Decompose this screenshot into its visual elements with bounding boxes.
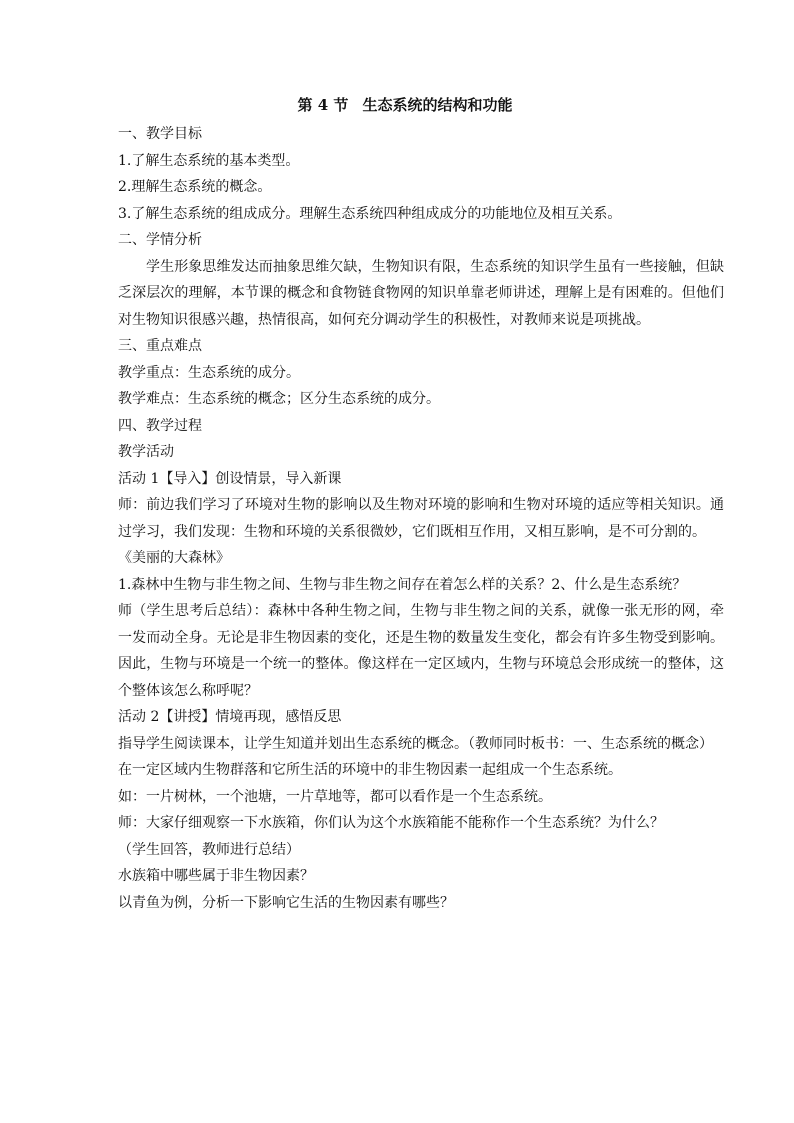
difficult-point: 教学难点：生态系统的概念；区分生态系统的成分。 — [118, 391, 440, 407]
activity-2-title: 活动 2【讲授】情境再现，感悟反思 — [118, 709, 342, 725]
forest-questions: 1.森林中生物与非生物之间、生物与非生物之间存在着怎么样的关系？2、什么是生态系统？ — [118, 576, 687, 593]
student-analysis-paragraph: 学生形象思维发达而抽象思维欠缺，生物知识有限，生态系统的知识学生虽有一些接触，但缺乏深层次的理解，本节课的概念和食物链食物网的知识单靠老师讲述，理解上是有困难的。但他们对生物知识很感兴趣，热情很高，如何充分调动学生的积极性，对教师来说是项挑战。 — [118, 258, 724, 328]
student-answer-note: （学生回答，教师进行总结） — [118, 841, 300, 858]
ecosystem-definition: 在一定区域内生物群落和它所生活的环境中的非生物因素一起组成一个生态系统。 — [118, 762, 622, 778]
teacher-summary-paragraph: 师（学生思考后总结）：森林中各种生物之间，生物与非生物之间的关系，就像一张无形的网，牵一发而动全身。无论是非生物因素的变化，还是生物的数量发生变化，都会有许多生物受到影响。因此，生物与环境是一个统一的整体。像这样在一定区域内，生物与环境总会形成统一的整体，这个整体该怎么称呼呢？ — [118, 603, 724, 699]
aquarium-question: 师：大家仔细观察一下水族箱，你们认为这个水族箱能不能称作一个生态系统？为什么？ — [118, 815, 664, 831]
page-title — [118, 94, 724, 116]
heading-teaching-goals: 一、教学目标 — [118, 126, 202, 142]
guide-paragraph: 指导学生阅读课本，让学生知道并划出生态系统的概念。（教师同时板书：一、生态系统的概念） — [118, 735, 713, 752]
goal-item-3: 3.了解生态系统的组成成分。理解生态系统四种组成成分的功能地位及相互关系。 — [118, 205, 622, 222]
fish-factor-question: 以青鱼为例，分析一下影响它生活的生物因素有哪些？ — [118, 894, 454, 911]
key-point: 教学重点：生态系统的成分。 — [118, 364, 300, 381]
goal-item-2: 2.理解生态系统的概念。 — [118, 179, 272, 195]
goal-item-1: 1.了解生态系统的基本类型。 — [118, 152, 300, 169]
teacher-intro-paragraph: 师：前边我们学习了环境对生物的影响以及生物对环境的影响和生物对环境的适应等相关知识。通过学习，我们发现：生物和环境的关系很微妙，它们既相互作用，又相互影响，是不可分割的。 — [118, 497, 724, 540]
heading-teaching-process: 四、教学过程 — [118, 417, 202, 434]
abiotic-factor-question: 水族箱中哪些属于非生物因素？ — [118, 868, 314, 884]
section-name: 生态系统的结构和功能 — [362, 96, 513, 114]
heading-key-points: 三、重点难点 — [118, 338, 202, 354]
heading-student-analysis: 二、学情分析 — [118, 232, 202, 248]
video-title: 《美丽的大森林》 — [118, 550, 230, 566]
activities-heading: 教学活动 — [118, 444, 174, 460]
activity-1-title: 活动 1【导入】创设情景，导入新课 — [118, 470, 342, 487]
section-number: 第 4 节 — [297, 96, 349, 114]
ecosystem-examples: 如：一片树林，一个池塘，一片草地等，都可以看作是一个生态系统。 — [118, 788, 552, 805]
